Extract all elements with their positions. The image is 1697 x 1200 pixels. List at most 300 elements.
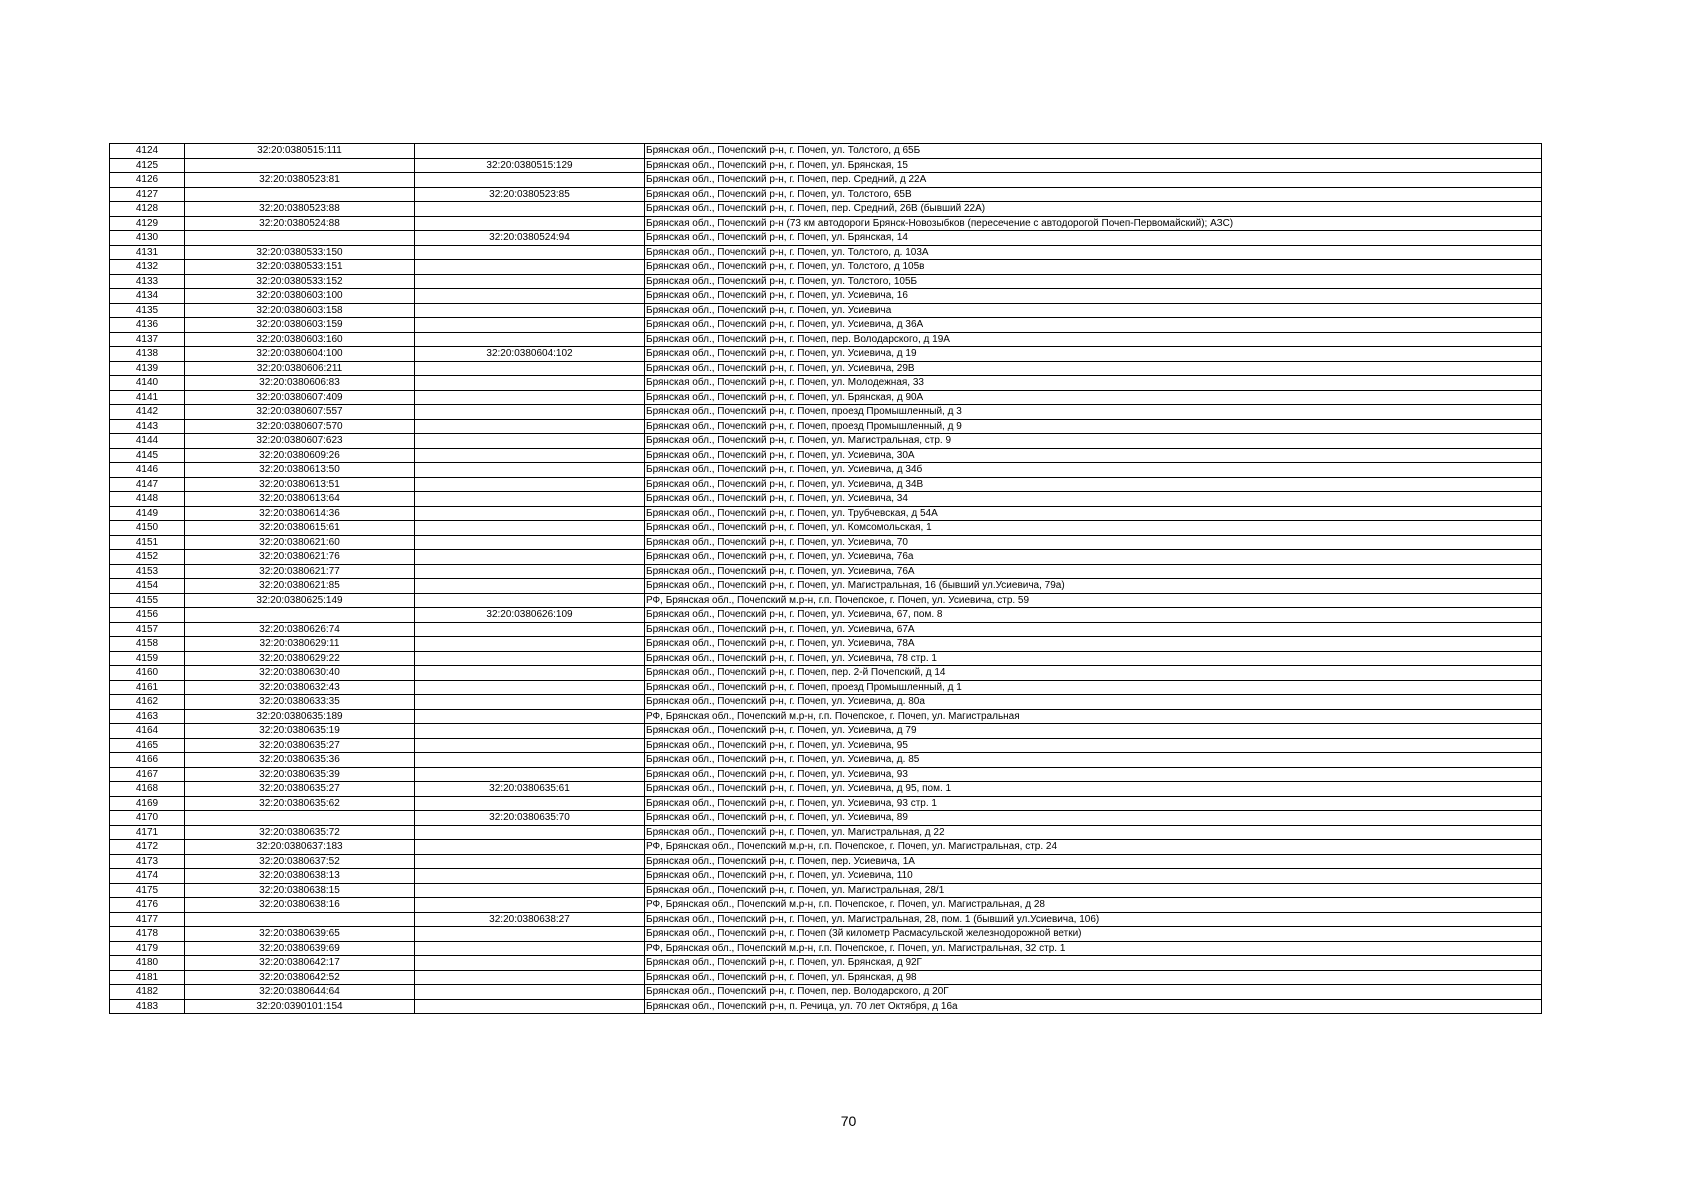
secondary-cadastral-number-cell [415,550,645,565]
table-row [110,550,1542,565]
address-cell: Брянская обл., Почепский р-н, г. Почеп, проезд Промышленный, д 3 [645,405,1542,420]
cadastral-number-cell: 32:20:0380635:72 [185,825,415,840]
address-cell: Брянская обл., Почепский р-н, г. Почеп, ул. Толстого, д 105в [645,260,1542,275]
cadastral-number-cell: 32:20:0380613:50 [185,463,415,478]
row-number-cell: 4175 [110,883,185,898]
table-row [110,463,1542,478]
row-number-cell: 4167 [110,767,185,782]
secondary-cadastral-number-cell: 32:20:0380635:70 [415,811,645,826]
row-number-cell: 4127 [110,187,185,202]
row-number-cell: 4132 [110,260,185,275]
cadastral-number-cell: 32:20:0380607:409 [185,390,415,405]
row-number-cell: 4154 [110,579,185,594]
row-number-cell: 4142 [110,405,185,420]
table-row [110,985,1542,1000]
table-row [110,956,1542,971]
row-number-cell: 4164 [110,724,185,739]
cadastral-number-cell: 32:20:0380613:64 [185,492,415,507]
address-cell: Брянская обл., Почепский р-н, г. Почеп, ул. Толстого, д 65Б [645,144,1542,159]
address-cell: Брянская обл., Почепский р-н, г. Почеп, ул. Усиевича, 93 [645,767,1542,782]
address-cell: Брянская обл., Почепский р-н, г. Почеп, ул. Усиевича, 30А [645,448,1542,463]
cadastral-number-cell: 32:20:0380533:150 [185,245,415,260]
row-number-cell: 4181 [110,970,185,985]
secondary-cadastral-number-cell [415,202,645,217]
row-number-cell: 4179 [110,941,185,956]
row-number-cell: 4136 [110,318,185,333]
row-number-cell: 4139 [110,361,185,376]
row-number-cell: 4133 [110,274,185,289]
table-row [110,144,1542,159]
table-row [110,260,1542,275]
secondary-cadastral-number-cell: 32:20:0380524:94 [415,231,645,246]
secondary-cadastral-number-cell [415,985,645,1000]
cadastral-number-cell: 32:20:0380629:11 [185,637,415,652]
address-cell: Брянская обл., Почепский р-н, г. Почеп, ул. Усиевича, 70 [645,535,1542,550]
table-row [110,419,1542,434]
secondary-cadastral-number-cell [415,477,645,492]
address-cell: Брянская обл., Почепский р-н, г. Почеп, пер. Усиевича, 1А [645,854,1542,869]
address-cell: Брянская обл., Почепский р-н, г. Почеп, пер. Володарского, д 19А [645,332,1542,347]
cadastral-number-cell: 32:20:0380607:623 [185,434,415,449]
address-cell: Брянская обл., Почепский р-н (73 км автодороги Брянск-Новозыбков (пересечение с автодорогой Почеп-Первомайский); АЗС) [645,216,1542,231]
secondary-cadastral-number-cell: 32:20:0380515:129 [415,158,645,173]
secondary-cadastral-number-cell [415,289,645,304]
cadastral-number-cell: 32:20:0380638:13 [185,869,415,884]
cadastral-number-cell: 32:20:0380523:81 [185,173,415,188]
cadastral-number-cell: 32:20:0380621:76 [185,550,415,565]
table-row [110,782,1542,797]
secondary-cadastral-number-cell [415,593,645,608]
address-cell: Брянская обл., Почепский р-н, г. Почеп, ул. Усиевича, 78А [645,637,1542,652]
secondary-cadastral-number-cell [415,260,645,275]
secondary-cadastral-number-cell [415,753,645,768]
row-number-cell: 4173 [110,854,185,869]
table-row [110,854,1542,869]
address-cell: Брянская обл., Почепский р-н, г. Почеп, ул. Брянская, д 92Г [645,956,1542,971]
address-cell: Брянская обл., Почепский р-н, г. Почеп, ул. Усиевича, 67, пом. 8 [645,608,1542,623]
table-row [110,941,1542,956]
address-cell: Брянская обл., Почепский р-н, г. Почеп (3й километр Расмасульской железнодорожной ветки) [645,927,1542,942]
secondary-cadastral-number-cell [415,680,645,695]
cadastral-number-cell: 32:20:0380603:158 [185,303,415,318]
secondary-cadastral-number-cell [415,463,645,478]
secondary-cadastral-number-cell [415,825,645,840]
secondary-cadastral-number-cell [415,651,645,666]
cadastral-number-cell: 32:20:0380630:40 [185,666,415,681]
address-cell: Брянская обл., Почепский р-н, г. Почеп, ул. Усиевича, д 19 [645,347,1542,362]
secondary-cadastral-number-cell [415,245,645,260]
cadastral-number-cell: 32:20:0380642:17 [185,956,415,971]
table-row [110,912,1542,927]
address-cell: Брянская обл., Почепский р-н, г. Почеп, ул. Усиевича, 89 [645,811,1542,826]
secondary-cadastral-number-cell [415,419,645,434]
row-number-cell: 4153 [110,564,185,579]
registry-table-body [110,144,1542,1014]
cadastral-number-cell: 32:20:0380613:51 [185,477,415,492]
address-cell: Брянская обл., Почепский р-н, г. Почеп, ул. Усиевича, д 79 [645,724,1542,739]
row-number-cell: 4131 [110,245,185,260]
row-number-cell: 4156 [110,608,185,623]
table-row [110,303,1542,318]
row-number-cell: 4159 [110,651,185,666]
address-cell: РФ, Брянская обл., Почепский м.р-н, г.п. Почепское, г. Почеп, ул. Усиевича, стр. 59 [645,593,1542,608]
cadastral-number-cell: 32:20:0380523:88 [185,202,415,217]
secondary-cadastral-number-cell [415,898,645,913]
cadastral-number-cell: 32:20:0380615:61 [185,521,415,536]
table-row [110,245,1542,260]
table-row [110,564,1542,579]
cadastral-number-cell: 32:20:0380629:22 [185,651,415,666]
secondary-cadastral-number-cell [415,448,645,463]
cadastral-number-cell: 32:20:0380621:77 [185,564,415,579]
table-row [110,927,1542,942]
table-row [110,506,1542,521]
cadastral-number-cell: 32:20:0380606:211 [185,361,415,376]
address-cell: Брянская обл., Почепский р-н, г. Почеп, пер. Средний, д 22А [645,173,1542,188]
secondary-cadastral-number-cell [415,941,645,956]
row-number-cell: 4157 [110,622,185,637]
secondary-cadastral-number-cell [415,869,645,884]
cadastral-number-cell: 32:20:0380603:100 [185,289,415,304]
secondary-cadastral-number-cell [415,564,645,579]
address-cell: Брянская обл., Почепский р-н, г. Почеп, ул. Усиевича, 93 стр. 1 [645,796,1542,811]
table-row [110,796,1542,811]
row-number-cell: 4125 [110,158,185,173]
cadastral-number-cell: 32:20:0380635:189 [185,709,415,724]
table-row [110,332,1542,347]
row-number-cell: 4143 [110,419,185,434]
address-cell: Брянская обл., Почепский р-н, г. Почеп, ул. Магистральная, 28/1 [645,883,1542,898]
table-row [110,376,1542,391]
address-cell: Брянская обл., Почепский р-н, г. Почеп, ул. Брянская, 14 [645,231,1542,246]
address-cell: Брянская обл., Почепский р-н, г. Почеп, ул. Молодежная, 33 [645,376,1542,391]
cadastral-number-cell: 32:20:0380609:26 [185,448,415,463]
secondary-cadastral-number-cell [415,535,645,550]
row-number-cell: 4174 [110,869,185,884]
row-number-cell: 4134 [110,289,185,304]
address-cell: Брянская обл., Почепский р-н, г. Почеп, ул. Усиевича, 76А [645,564,1542,579]
table-row [110,187,1542,202]
table-row [110,999,1542,1014]
address-cell: Брянская обл., Почепский р-н, г. Почеп, пер. Володарского, д 20Г [645,985,1542,1000]
address-cell: Брянская обл., Почепский р-н, г. Почеп, ул. Толстого, 105Б [645,274,1542,289]
row-number-cell: 4141 [110,390,185,405]
row-number-cell: 4148 [110,492,185,507]
row-number-cell: 4145 [110,448,185,463]
row-number-cell: 4147 [110,477,185,492]
row-number-cell: 4170 [110,811,185,826]
row-number-cell: 4144 [110,434,185,449]
row-number-cell: 4178 [110,927,185,942]
cadastral-number-cell: 32:20:0380637:183 [185,840,415,855]
secondary-cadastral-number-cell [415,303,645,318]
row-number-cell: 4137 [110,332,185,347]
cadastral-number-cell [185,231,415,246]
secondary-cadastral-number-cell [415,521,645,536]
address-cell: Брянская обл., Почепский р-н, г. Почеп, ул. Усиевича, 110 [645,869,1542,884]
cadastral-number-cell: 32:20:0380638:15 [185,883,415,898]
secondary-cadastral-number-cell [415,840,645,855]
table-row [110,274,1542,289]
row-number-cell: 4165 [110,738,185,753]
address-cell: Брянская обл., Почепский р-н, г. Почеп, ул. Магистральная, 16 (бывший ул.Усиевича, 79а) [645,579,1542,594]
cadastral-number-cell: 32:20:0380607:557 [185,405,415,420]
page-number: 70 [840,1113,857,1129]
address-cell: Брянская обл., Почепский р-н, г. Почеп, ул. Трубчевская, д 54А [645,506,1542,521]
cadastral-number-cell [185,158,415,173]
table-row [110,492,1542,507]
address-cell: Брянская обл., Почепский р-н, г. Почеп, ул. Усиевича, 29В [645,361,1542,376]
cadastral-number-cell: 32:20:0380625:149 [185,593,415,608]
secondary-cadastral-number-cell [415,390,645,405]
address-cell: Брянская обл., Почепский р-н, г. Почеп, ул. Брянская, д 98 [645,970,1542,985]
cadastral-number-cell: 32:20:0380603:160 [185,332,415,347]
cadastral-number-cell: 32:20:0390101:154 [185,999,415,1014]
address-cell: Брянская обл., Почепский р-н, г. Почеп, ул. Брянская, д 90А [645,390,1542,405]
cadastral-number-cell: 32:20:0380644:64 [185,985,415,1000]
table-row [110,724,1542,739]
secondary-cadastral-number-cell [415,376,645,391]
row-number-cell: 4169 [110,796,185,811]
cadastral-number-cell [185,608,415,623]
cadastral-number-cell [185,811,415,826]
cadastral-number-cell: 32:20:0380635:62 [185,796,415,811]
address-cell: Брянская обл., Почепский р-н, г. Почеп, ул. Усиевича, 34 [645,492,1542,507]
table-row [110,767,1542,782]
cadastral-number-cell: 32:20:0380515:111 [185,144,415,159]
address-cell: Брянская обл., Почепский р-н, г. Почеп, ул. Магистральная, стр. 9 [645,434,1542,449]
row-number-cell: 4149 [110,506,185,521]
row-number-cell: 4128 [110,202,185,217]
cadastral-number-cell: 32:20:0380614:36 [185,506,415,521]
table-row [110,535,1542,550]
address-cell: Брянская обл., Почепский р-н, г. Почеп, ул. Усиевича, д 34В [645,477,1542,492]
cadastral-number-cell: 32:20:0380626:74 [185,622,415,637]
row-number-cell: 4130 [110,231,185,246]
table-row [110,825,1542,840]
cadastral-number-cell: 32:20:0380632:43 [185,680,415,695]
table-row [110,361,1542,376]
row-number-cell: 4183 [110,999,185,1014]
secondary-cadastral-number-cell [415,666,645,681]
cadastral-number-cell: 32:20:0380633:35 [185,695,415,710]
table-row [110,666,1542,681]
table-row [110,622,1542,637]
row-number-cell: 4152 [110,550,185,565]
table-row [110,898,1542,913]
cadastral-number-cell: 32:20:0380635:27 [185,738,415,753]
address-cell: Брянская обл., Почепский р-н, г. Почеп, проезд Промышленный, д 1 [645,680,1542,695]
row-number-cell: 4146 [110,463,185,478]
address-cell: Брянская обл., Почепский р-н, г. Почеп, ул. Усиевича, 76а [645,550,1542,565]
address-cell: Брянская обл., Почепский р-н, г. Почеп, ул. Усиевича [645,303,1542,318]
cadastral-number-cell: 32:20:0380524:88 [185,216,415,231]
secondary-cadastral-number-cell [415,854,645,869]
table-row [110,448,1542,463]
row-number-cell: 4124 [110,144,185,159]
table-row [110,173,1542,188]
address-cell: Брянская обл., Почепский р-н, г. Почеп, ул. Толстого, д. 103А [645,245,1542,260]
table-row [110,680,1542,695]
address-cell: РФ, Брянская обл., Почепский м.р-н, г.п. Почепское, г. Почеп, ул. Магистральная, д 28 [645,898,1542,913]
secondary-cadastral-number-cell [415,173,645,188]
row-number-cell: 4168 [110,782,185,797]
secondary-cadastral-number-cell [415,999,645,1014]
secondary-cadastral-number-cell [415,970,645,985]
cadastral-number-cell: 32:20:0380607:570 [185,419,415,434]
cadastral-number-cell: 32:20:0380642:52 [185,970,415,985]
table-row [110,216,1542,231]
address-cell: Брянская обл., Почепский р-н, г. Почеп, проезд Промышленный, д 9 [645,419,1542,434]
table-row [110,202,1542,217]
registry-table [109,143,1542,1014]
address-cell: Брянская обл., Почепский р-н, г. Почеп, ул. Усиевича, 95 [645,738,1542,753]
table-row [110,390,1542,405]
row-number-cell: 4180 [110,956,185,971]
table-row [110,521,1542,536]
row-number-cell: 4140 [110,376,185,391]
row-number-cell: 4160 [110,666,185,681]
address-cell: Брянская обл., Почепский р-н, г. Почеп, ул. Комсомольская, 1 [645,521,1542,536]
row-number-cell: 4163 [110,709,185,724]
secondary-cadastral-number-cell [415,405,645,420]
secondary-cadastral-number-cell [415,144,645,159]
address-cell: Брянская обл., Почепский р-н, г. Почеп, пер. 2-й Почепский, д 14 [645,666,1542,681]
cadastral-number-cell: 32:20:0380637:52 [185,854,415,869]
cadastral-number-cell: 32:20:0380635:39 [185,767,415,782]
cadastral-number-cell [185,912,415,927]
secondary-cadastral-number-cell [415,434,645,449]
address-cell: Брянская обл., Почепский р-н, г. Почеп, ул. Усиевича, 16 [645,289,1542,304]
table-row [110,738,1542,753]
table-row [110,651,1542,666]
secondary-cadastral-number-cell [415,956,645,971]
row-number-cell: 4126 [110,173,185,188]
secondary-cadastral-number-cell [415,622,645,637]
table-row [110,695,1542,710]
row-number-cell: 4177 [110,912,185,927]
table-row [110,318,1542,333]
table-row [110,753,1542,768]
table-row [110,811,1542,826]
cadastral-number-cell: 32:20:0380621:85 [185,579,415,594]
address-cell: Брянская обл., Почепский р-н, г. Почеп, ул. Усиевича, д 95, пом. 1 [645,782,1542,797]
table-row [110,405,1542,420]
secondary-cadastral-number-cell [415,506,645,521]
cadastral-number-cell: 32:20:0380639:69 [185,941,415,956]
row-number-cell: 4162 [110,695,185,710]
cadastral-number-cell: 32:20:0380635:36 [185,753,415,768]
secondary-cadastral-number-cell: 32:20:0380638:27 [415,912,645,927]
table-row [110,883,1542,898]
table-row [110,593,1542,608]
address-cell: Брянская обл., Почепский р-н, г. Почеп, ул. Толстого, 65В [645,187,1542,202]
table-row [110,347,1542,362]
address-cell: Брянская обл., Почепский р-н, г. Почеп, ул. Усиевича, 67А [645,622,1542,637]
secondary-cadastral-number-cell [415,695,645,710]
cadastral-number-cell: 32:20:0380639:65 [185,927,415,942]
secondary-cadastral-number-cell: 32:20:0380604:102 [415,347,645,362]
address-cell: Брянская обл., Почепский р-н, г. Почеп, пер. Средний, 26В (бывший 22А) [645,202,1542,217]
table-row [110,869,1542,884]
address-cell: Брянская обл., Почепский р-н, г. Почеп, ул. Усиевича, д. 80а [645,695,1542,710]
secondary-cadastral-number-cell [415,767,645,782]
cadastral-number-cell: 32:20:0380533:152 [185,274,415,289]
secondary-cadastral-number-cell: 32:20:0380523:85 [415,187,645,202]
secondary-cadastral-number-cell: 32:20:0380635:61 [415,782,645,797]
table-row [110,970,1542,985]
secondary-cadastral-number-cell [415,738,645,753]
row-number-cell: 4182 [110,985,185,1000]
secondary-cadastral-number-cell [415,216,645,231]
table-row [110,231,1542,246]
table-row [110,637,1542,652]
address-cell: РФ, Брянская обл., Почепский м.р-н, г.п. Почепское, г. Почеп, ул. Магистральная [645,709,1542,724]
row-number-cell: 4166 [110,753,185,768]
address-cell: Брянская обл., Почепский р-н, г. Почеп, ул. Усиевича, д. 85 [645,753,1542,768]
row-number-cell: 4135 [110,303,185,318]
row-number-cell: 4138 [110,347,185,362]
row-number-cell: 4129 [110,216,185,231]
address-cell: РФ, Брянская обл., Почепский м.р-н, г.п. Почепское, г. Почеп, ул. Магистральная, стр. 24 [645,840,1542,855]
secondary-cadastral-number-cell [415,361,645,376]
address-cell: Брянская обл., Почепский р-н, г. Почеп, ул. Брянская, 15 [645,158,1542,173]
secondary-cadastral-number-cell [415,709,645,724]
secondary-cadastral-number-cell [415,492,645,507]
cadastral-number-cell: 32:20:0380621:60 [185,535,415,550]
table-row [110,608,1542,623]
row-number-cell: 4155 [110,593,185,608]
address-cell: Брянская обл., Почепский р-н, г. Почеп, ул. Усиевича, 78 стр. 1 [645,651,1542,666]
table-row [110,709,1542,724]
row-number-cell: 4158 [110,637,185,652]
secondary-cadastral-number-cell [415,274,645,289]
table-row [110,158,1542,173]
table-row [110,434,1542,449]
cadastral-number-cell: 32:20:0380603:159 [185,318,415,333]
address-cell: Брянская обл., Почепский р-н, г. Почеп, ул. Усиевича, д 34б [645,463,1542,478]
row-number-cell: 4150 [110,521,185,536]
cadastral-number-cell: 32:20:0380533:151 [185,260,415,275]
cadastral-number-cell: 32:20:0380638:16 [185,898,415,913]
table-row [110,289,1542,304]
secondary-cadastral-number-cell [415,796,645,811]
row-number-cell: 4176 [110,898,185,913]
cadastral-number-cell: 32:20:0380604:100 [185,347,415,362]
cadastral-number-cell: 32:20:0380635:19 [185,724,415,739]
row-number-cell: 4161 [110,680,185,695]
row-number-cell: 4171 [110,825,185,840]
secondary-cadastral-number-cell [415,318,645,333]
table-row [110,840,1542,855]
address-cell: Брянская обл., Почепский р-н, г. Почеп, ул. Магистральная, 28, пом. 1 (бывший ул.Усиевича, 106) [645,912,1542,927]
address-cell: Брянская обл., Почепский р-н, г. Почеп, ул. Усиевича, д 36А [645,318,1542,333]
address-cell: Брянская обл., Почепский р-н, г. Почеп, ул. Магистральная, д 22 [645,825,1542,840]
secondary-cadastral-number-cell [415,579,645,594]
cadastral-number-cell: 32:20:0380606:83 [185,376,415,391]
secondary-cadastral-number-cell [415,927,645,942]
address-cell: РФ, Брянская обл., Почепский м.р-н, г.п. Почепское, г. Почеп, ул. Магистральная, 32 стр. 1 [645,941,1542,956]
table-row [110,579,1542,594]
row-number-cell: 4172 [110,840,185,855]
address-cell: Брянская обл., Почепский р-н, п. Речица, ул. 70 лет Октября, д 16а [645,999,1542,1014]
secondary-cadastral-number-cell [415,724,645,739]
table-row [110,477,1542,492]
cadastral-number-cell: 32:20:0380635:27 [185,782,415,797]
secondary-cadastral-number-cell: 32:20:0380626:109 [415,608,645,623]
secondary-cadastral-number-cell [415,637,645,652]
secondary-cadastral-number-cell [415,332,645,347]
